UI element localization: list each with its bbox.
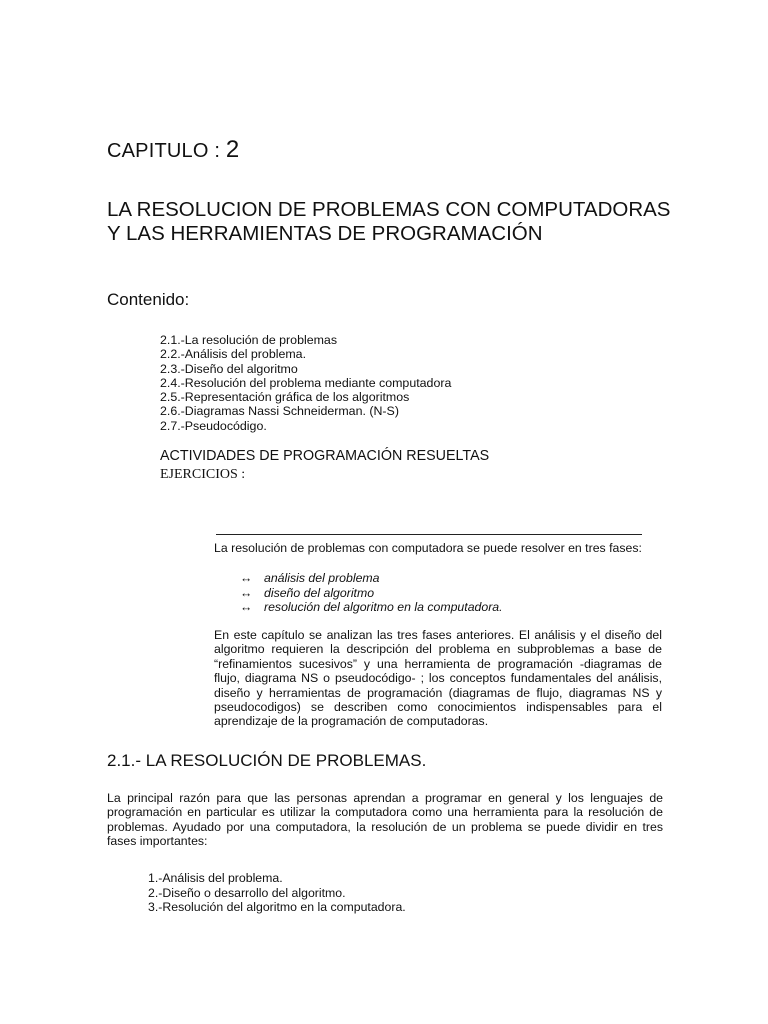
contents-heading: Contenido:: [107, 290, 190, 309]
list-item: 2.-Diseño o desarrollo del algoritmo.: [148, 885, 346, 900]
section-2-1-heading: 2.1.- LA RESOLUCIÓN DE PROBLEMAS.: [107, 751, 427, 770]
phases-list: [240, 571, 503, 615]
section-2-1-paragraph: La principal razón para que las personas aprendan a programar en general y los lenguajes de programación en particular es utilizar la computadora como una herramienta para la resolución de problemas. Ayudado por una computadora, la resolución de un problema se puede dividir en tres fases importantes:: [107, 791, 663, 849]
chapter-heading: [107, 136, 239, 164]
chapter-title-line-2: Y LAS HERRAMIENTAS DE PROGRAMACIÓN: [107, 222, 543, 245]
list-item: [240, 600, 503, 615]
chapter-title: [107, 198, 670, 246]
toc-item: 2.5.-Representación gráfica de los algoritmos: [160, 390, 410, 405]
chapter-overview-paragraph: En este capítulo se analizan las tres fases anteriores. El análisis y el diseño del algoritmo requieren la descripción del problema en subproblemas a base de “refinamientos sucesivos” y una herramienta de programación -diagramas de flujo, diagrama NS o pseudocódigo- ; los conceptos fundamentales del análisis, diseño y herramientas de programación (diagramas de flujo, diagramas NS y pseudocodigos) se describen como conocimientos indispensables para el aprendizaje de la programación de computadoras.: [214, 628, 662, 729]
list-item: [240, 586, 503, 601]
list-item: [240, 571, 503, 586]
list-item: 1.-Análisis del problema.: [148, 871, 283, 885]
left-right-arrow-icon: ↔: [240, 585, 253, 600]
activities-heading: ACTIVIDADES DE PROGRAMACIÓN RESUELTAS: [160, 448, 490, 464]
left-right-arrow-icon: ↔: [240, 600, 253, 614]
toc-item: 2.6.-Diagramas Nassi Schneiderman. (N-S): [160, 404, 399, 419]
toc-item: 2.2.-Análisis del problema.: [160, 347, 307, 362]
table-of-contents: [160, 333, 451, 433]
steps-list: [148, 871, 406, 915]
chapter-label: CAPITULO :: [107, 140, 226, 162]
list-item: 3.-Resolución del algoritmo en la computadora.: [148, 900, 406, 914]
chapter-title-line-1: LA RESOLUCION DE PROBLEMAS CON COMPUTADORAS: [107, 198, 671, 221]
phase-label: diseño del algoritmo: [264, 585, 375, 600]
horizontal-divider: [216, 534, 642, 535]
toc-item: 2.3.-Diseño del algoritmo: [160, 361, 298, 376]
toc-item: 2.4.-Resolución del problema mediante computadora: [160, 375, 452, 390]
phase-label: análisis del problema: [264, 571, 380, 585]
left-right-arrow-icon: ↔: [240, 571, 253, 585]
intro-sentence: La resolución de problemas con computadora se puede resolver en tres fases:: [214, 541, 642, 555]
toc-item: 2.7.-Pseudocódigo.: [160, 418, 267, 433]
phase-label: resolución del algoritmo en la computadora.: [264, 600, 503, 614]
exercises-heading: EJERCICIOS :: [160, 467, 246, 482]
toc-item: 2.1.-La resolución de problemas: [160, 333, 338, 347]
chapter-number: 2: [225, 136, 240, 163]
